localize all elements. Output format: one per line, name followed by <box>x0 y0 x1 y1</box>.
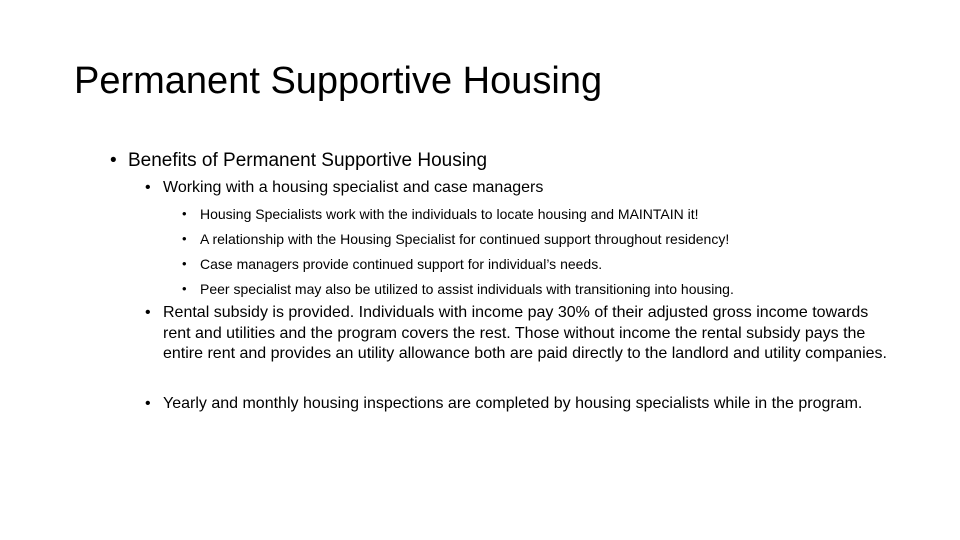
sub-bullet-peer-specialist <box>182 277 734 301</box>
bullet-inspections <box>145 394 905 415</box>
sub-bullet-housing-specialists <box>182 202 699 226</box>
bullet-marker: • <box>182 256 187 271</box>
bullet-marker: • <box>182 281 187 296</box>
bullet-marker: • <box>110 150 117 171</box>
bullet-inspections-text: Yearly and monthly housing inspections are completed by housing specialists while in the program. <box>163 395 863 412</box>
bullet-marker: • <box>145 179 151 196</box>
bullet-marker: • <box>145 304 151 321</box>
bullet-benefits <box>110 149 487 173</box>
sub-bullet-text: Peer specialist may also be utilized to assist individuals with transitioning into housing. <box>200 281 734 297</box>
bullet-benefits-text: Benefits of Permanent Supportive Housing <box>128 150 488 171</box>
bullet-marker: • <box>182 231 187 246</box>
slide-title: Permanent Supportive Housing <box>74 60 603 102</box>
bullet-rental-subsidy-text: Rental subsidy is provided. Individuals with income pay 30% of their adjusted gross income towards rent and utilities and the program covers the rest. Those without income the rental subsidy pays the entire rent and provides an utility allowance both are paid directly to the landlord and utility companies. <box>163 304 887 363</box>
bullet-rental-subsidy <box>145 303 905 365</box>
bullet-working-with-specialist-text: Working with a housing specialist and case managers <box>163 179 544 196</box>
bullet-working-with-specialist <box>145 178 543 199</box>
sub-bullet-text: A relationship with the Housing Specialist for continued support throughout residency! <box>200 231 730 247</box>
sub-bullet-text: Case managers provide continued support for individual’s needs. <box>200 256 603 272</box>
bullet-marker: • <box>145 395 151 412</box>
sub-bullet-text: Housing Specialists work with the individuals to locate housing and MAINTAIN it! <box>200 206 699 222</box>
sub-bullet-relationship <box>182 227 729 251</box>
sub-bullet-case-managers <box>182 252 602 276</box>
bullet-marker: • <box>182 206 187 221</box>
